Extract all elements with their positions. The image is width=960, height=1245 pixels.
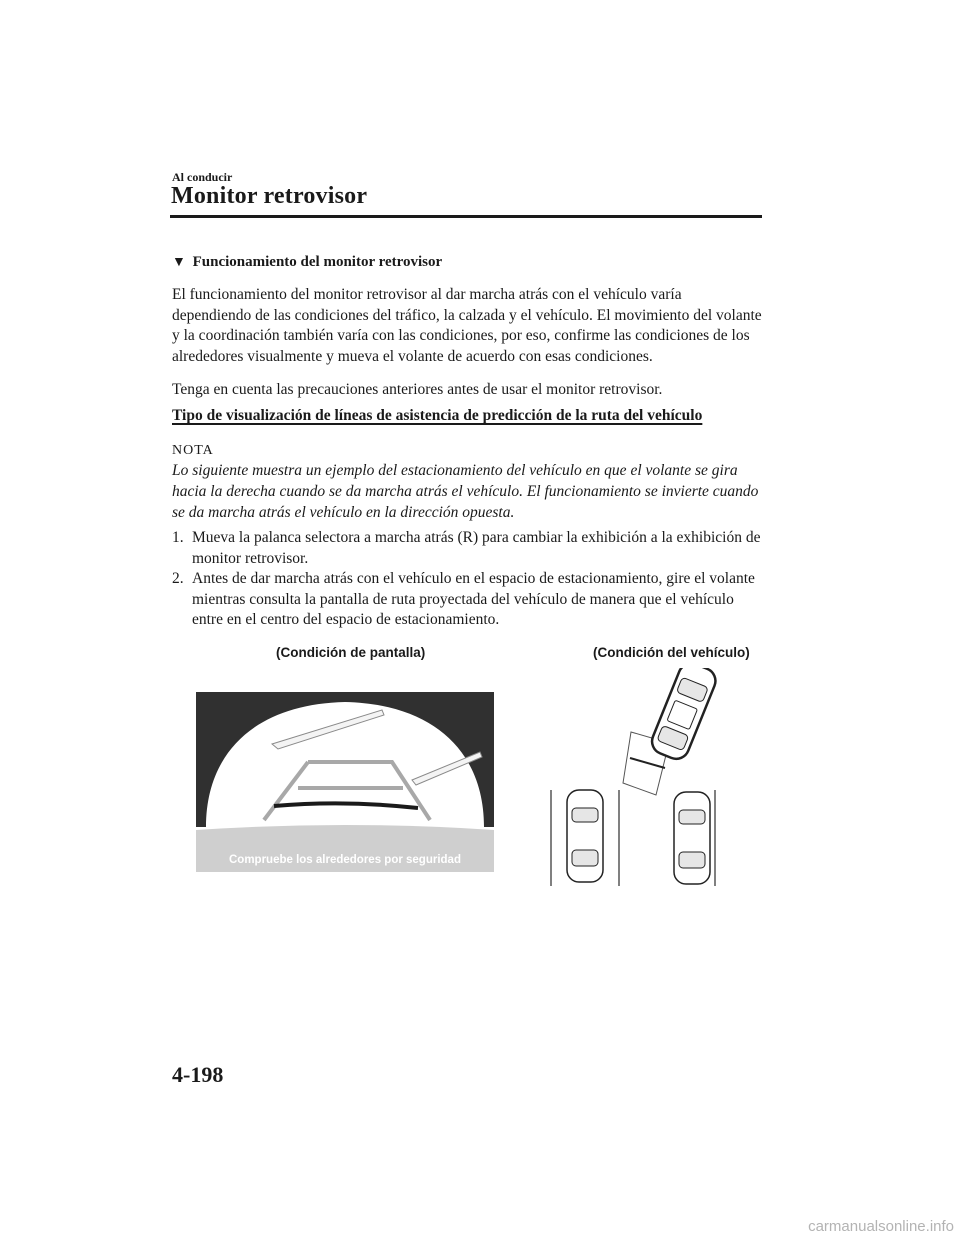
triangle-down-icon: ▼ [172,255,186,270]
screen-caption: (Condición de pantalla) [276,645,426,660]
parked-car-left [567,790,603,882]
title-rule [170,215,762,218]
rear-camera-screen-illustration [196,692,494,872]
nota-label: NOTA [172,443,214,458]
nota-text: Lo siguiente muestra un ejemplo del estacionamiento del vehículo en que el volante se gira hacia la derecha cuando se da marcha atrás el vehículo. El funcionamiento se invierte cuando se da marcha atrás el vehículo en la dirección opuesta. [172,462,759,521]
list-item [172,528,767,569]
step-number: 2. [172,570,184,587]
vehicle-parking-illustration [538,668,758,890]
step-text: Mueva la palanca selectora a marcha atrás (R) para cambiar la exhibición a la exhibición de monitor retrovisor. [192,529,761,567]
screen-message: Compruebe los alrededores por seguridad [229,854,461,866]
paragraph-operation: El funcionamiento del monitor retrovisor al dar marcha atrás con el vehículo varía dependiendo de las condiciones del tráfico, la calzada y el vehículo. El movimiento del volante y la coordinación también varía con las condiciones, por eso, confirme las condiciones de los alrededores visualmente y mueva el volante de acuerdo con esas condiciones. [172,286,762,365]
parked-car-right [674,792,710,884]
list-item [172,569,767,631]
paragraph-precautions: Tenga en cuenta las precauciones anteriores antes de usar el monitor retrovisor. [172,381,663,398]
reversing-car [648,668,719,763]
step-number: 1. [172,529,184,546]
watermark: carmanualsonline.info [808,1218,954,1235]
page-title: Monitor retrovisor [171,183,368,209]
step-text: Antes de dar marcha atrás con el vehículo en el espacio de estacionamiento, gire el volante mientras consulta la pantalla de ruta proyectada del vehículo de manera que el vehículo entre en el centro del espacio de estacionamiento. [192,570,755,628]
section-label: Al conducir [172,170,233,184]
vehicle-caption: (Condición del vehículo) [593,645,750,660]
subsection-title: Tipo de visualización de líneas de asistencia de predicción de la ruta del vehículo [172,407,703,424]
subheading [172,254,442,271]
page-number: 4-198 [172,1062,224,1087]
subheading-text: Funcionamiento del monitor retrovisor [192,254,443,270]
